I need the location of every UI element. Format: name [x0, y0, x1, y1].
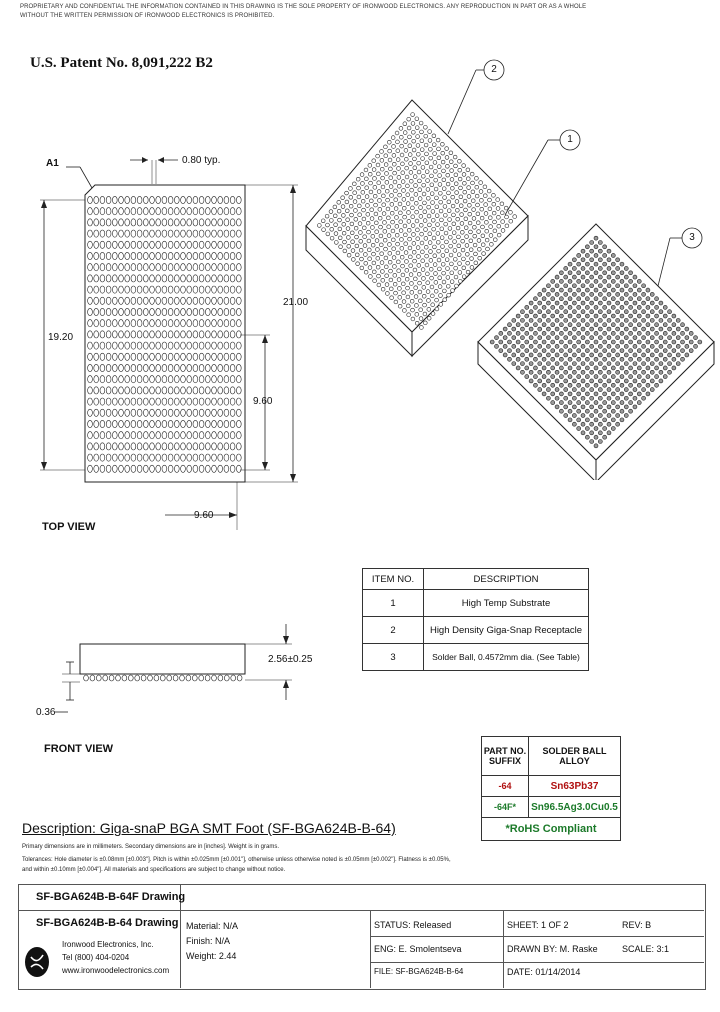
proprietary-notice-line2: WITHOUT THE WRITTEN PERMISSION OF IRONWOOD ELECTRONICS IS PROHIBITED.: [20, 13, 275, 19]
description-note-2: Tolerances: Hole diameter is ±0.08mm [±0.003"]. Pitch is within ±0.025mm [±0.001"], otherwise unless otherwise noted is ±0.05mm [±0.002"]. Flatness is ±0.05%,: [22, 857, 451, 863]
a1-label: A1: [46, 158, 59, 169]
dim-ball-height: 0.36: [36, 707, 56, 718]
description-note-1: Primary dimensions are in millimeters. Secondary dimensions are in [inches]. Weight is in grams.: [22, 844, 279, 850]
proprietary-notice-line1: PROPRIETARY AND CONFIDENTIAL THE INFORMATION CONTAINED IN THIS DRAWING IS THE SOLE PROPERTY OF IRONWOOD ELECTRONICS. ANY REPRODUCTION IN PART OR AS A WHOLE: [20, 4, 587, 10]
alloy-header: SOLDER BALL ALLOY: [529, 737, 621, 776]
dim-21-00: 21.00: [283, 297, 309, 308]
description-title: Description: Giga-snaP BGA SMT Foot (SF-BGA624B-B-64): [22, 820, 396, 836]
revision: REV: B: [622, 920, 652, 930]
item-description: Solder Ball, 0.4572mm dia. (See Table): [424, 644, 589, 671]
company-logo-icon: [22, 945, 52, 979]
patent-number: U.S. Patent No. 8,091,222 B2: [30, 55, 213, 71]
callout-1: 1: [567, 134, 573, 145]
engineer: ENG: E. Smolentseva: [374, 944, 462, 954]
front-view-balls: [84, 675, 242, 681]
sheet: SHEET: 1 OF 2: [507, 920, 569, 930]
suffix-header: PART NO. SUFFIX: [482, 737, 529, 776]
status: STATUS: Released: [374, 920, 452, 930]
drawn-by: DRAWN BY: M. Raske: [507, 944, 598, 954]
items-header-description: DESCRIPTION: [424, 569, 589, 590]
drawing-title-64f: SF-BGA624B-B-64F Drawing: [36, 891, 186, 903]
suffix-table: [481, 736, 621, 841]
material: Material: N/A: [186, 921, 239, 931]
iso-ball-grid-1: [317, 113, 516, 330]
dim-9-60-vertical: 9.60: [253, 396, 273, 407]
top-view-title: TOP VIEW: [42, 521, 96, 533]
front-view-title: FRONT VIEW: [44, 743, 114, 755]
table-row: [482, 797, 621, 818]
item-description: High Temp Substrate: [424, 590, 589, 617]
weight: Weight: 2.44: [186, 951, 237, 961]
table-row: [363, 644, 589, 671]
company-website[interactable]: www.ironwoodelectronics.com: [62, 966, 170, 975]
suffix-value: -64: [482, 776, 529, 797]
item-description: High Density Giga-Snap Receptacle: [424, 617, 589, 644]
table-row: [363, 617, 589, 644]
table-row: [363, 590, 589, 617]
table-row: [482, 776, 621, 797]
alloy-value: Sn96.5Ag3.0Cu0.5: [529, 797, 621, 818]
date: DATE: 01/14/2014: [507, 967, 581, 977]
file-name: FILE: SF-BGA624B-B-64: [374, 967, 464, 976]
item-no: 1: [363, 590, 424, 617]
suffix-value: -64F*: [482, 797, 529, 818]
company-phone: Tel (800) 404-0204: [62, 953, 130, 962]
company-name: Ironwood Electronics, Inc.: [62, 940, 154, 949]
item-no: 3: [363, 644, 424, 671]
finish: Finish: N/A: [186, 936, 231, 946]
items-table: [362, 568, 589, 671]
dim-19-20: 19.20: [48, 332, 74, 343]
description-note-3: and within ±0.10mm [±0.004"]. All materials and specifications are subject to change without notice.: [22, 867, 286, 873]
callout-2: 2: [491, 64, 497, 75]
isometric-views: [300, 50, 720, 480]
rohs-footnote: *RoHS Compliant: [482, 818, 621, 841]
dim-front-height: 2.56±0.25: [268, 654, 313, 665]
callout-3: 3: [689, 232, 695, 243]
pitch-label: 0.80 typ.: [182, 155, 221, 166]
ball-grid: [88, 196, 242, 472]
item-no: 2: [363, 617, 424, 644]
dim-9-60-horizontal: 9.60: [194, 510, 214, 521]
alloy-value: Sn63Pb37: [529, 776, 621, 797]
scale: SCALE: 3:1: [622, 944, 670, 954]
items-header-item-no: ITEM NO.: [363, 569, 424, 590]
drawing-title-64: SF-BGA624B-B-64 Drawing: [36, 917, 179, 929]
